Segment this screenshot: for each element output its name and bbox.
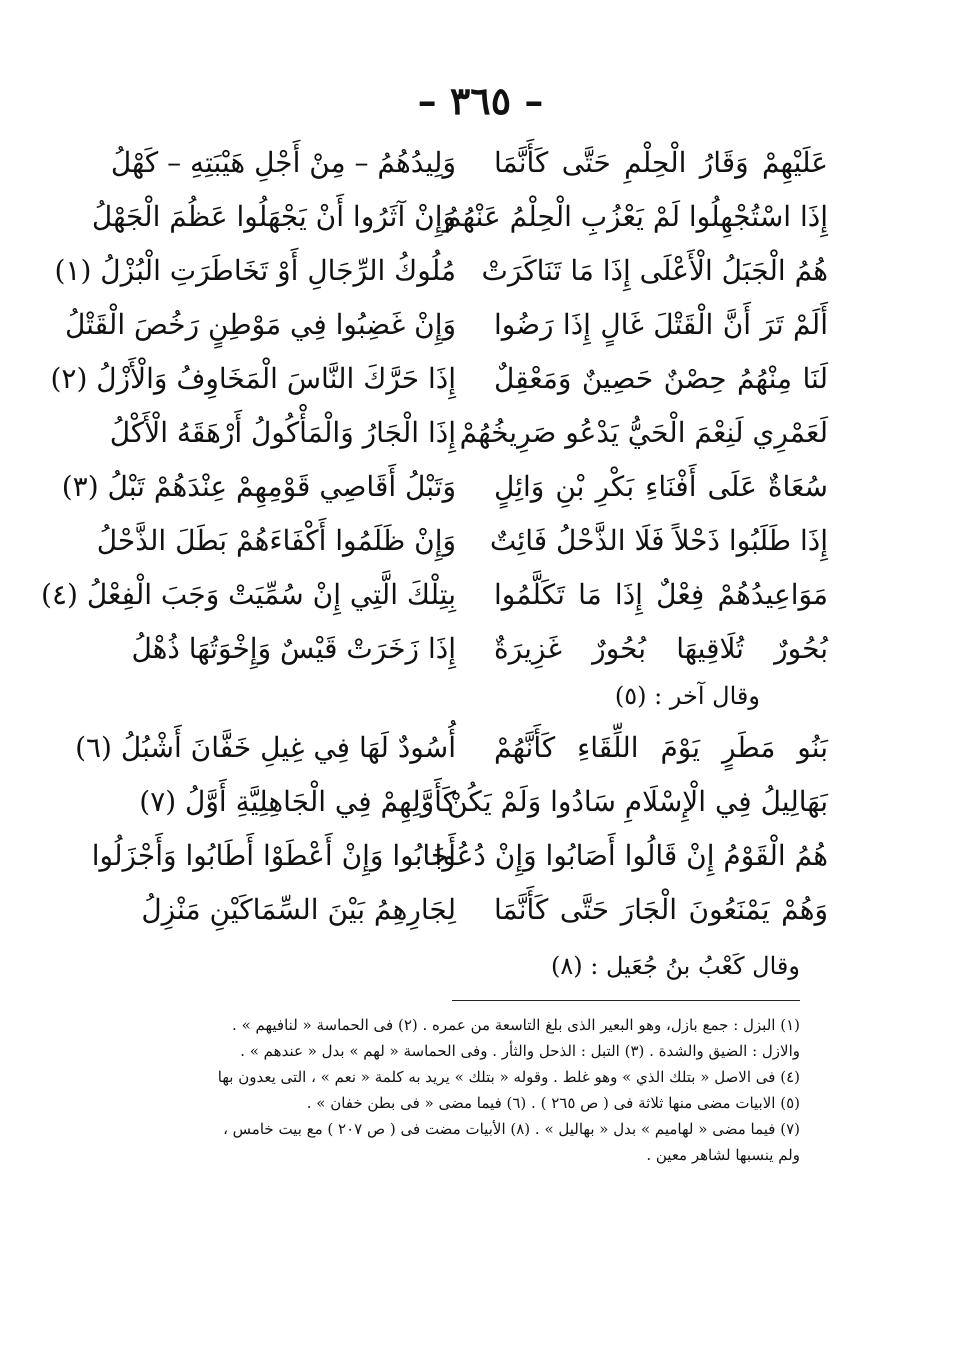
verse-first-hemistich: إِذَا اسْتُجْهِلُوا لَمْ يَعْزُبِ الْحِلْمُ عَنْهُمُ [444,200,828,233]
footnote-line: (٤) فى الاصل « بتلك الذي » وهو غلط . وقوله « بتلك » يريد به كلمة « نعم » ، التى يعدون بها [217,1068,800,1086]
verse-line [0,621,961,677]
verse-second-hemistich: وَلِيدُهُمُ – مِنْ أَجْلِ هَيْبَتِهِ – كَهْلُ [110,146,456,179]
verse-line [0,135,961,191]
verse-line [0,513,961,569]
footnote-line: (١) البزل : جمع بازل، وهو البعير الذى بلغ التاسعة من عمره . (٢) فى الحماسة « لنافيهم » . [232,1016,800,1034]
poem-intro: وقال كَعْبُ بنُ جُعَيل : (٨) [550,952,800,980]
verse-first-hemistich: مَوَاعِيدُهُمْ فِعْلٌ إِذَا مَا تَكَلَّمُوا [494,578,828,611]
verse-second-hemistich: أَجَابُوا وَإِنْ أَعْطَوْا أَطَابُوا وَأَجْزَلُوا [91,839,456,872]
verse-first-hemistich: وَهُمْ يَمْنَعُونَ الْجَارَ حَتَّى كَأَنَّمَا [494,893,828,926]
verse-first-hemistich: بُحُورٌ تُلَاقِيهَا بُحُورٌ غَزِيرَةٌ [494,632,828,665]
verse-line [0,351,961,407]
poem-intro: وقال آخر : (٥) [614,682,760,710]
verse-line [0,297,961,353]
verse-first-hemistich: عَلَيْهِمْ وَقَارُ الْحِلْمِ حَتَّى كَأَنَّمَا [494,146,828,179]
verse-first-hemistich: بَنُو مَطَرٍ يَوْمَ اللِّقَاءِ كَأَنَّهُمْ [494,731,828,764]
verse-first-hemistich: أَلَمْ تَرَ أَنَّ الْقَتْلَ غَالٍ إِذَا رَضُوا [494,308,828,341]
verse-line [0,243,961,299]
verse-first-hemistich: لَنَا مِنْهُمُ حِصْنٌ حَصِينٌ وَمَعْقِلٌ [494,362,828,395]
footnote-divider [452,1000,800,1001]
footnote-line: (٧) فيما مضى « لهاميم » بدل « بهاليل » . (٨) الأبيات مضت فى ( ص ٢٠٧ ) مع بيت خامس ، [223,1120,800,1138]
verse-second-hemistich: وَإِنْ آثَرُوا أَنْ يَجْهَلُوا عَظُمَ الْجَهْلُ [91,200,456,233]
verse-first-hemistich: إِذَا طَلَبُوا ذَحْلاً فَلَا الذَّحْلُ فَائِتٌ [489,524,828,557]
verse-second-hemistich: وَإِنْ غَضِبُوا فِي مَوْطِنٍ رَخُصَ الْقَتْلُ [64,308,456,341]
verse-first-hemistich: هُمُ الْقَوْمُ إِنْ قَالُوا أَصَابُوا وَإِنْ دُعُوا [434,839,828,872]
verse-second-hemistich: لِجَارِهِمُ بَيْنَ السِّمَاكَيْنِ مَنْزِلُ [141,893,456,926]
verse-line [0,405,961,461]
verse-second-hemistich: أُسُودٌ لَهَا فِي غِيلِ خَفَّانَ أَشْبُلُ (٦) [75,731,456,764]
verse-line [0,459,961,515]
verse-second-hemistich: إِذَا الْجَارُ وَالْمَأْكُولُ أَرْهَقَهُ الْأَكْلُ [109,416,456,449]
footnote-line: ولم ينسبها لشاهر معين . [646,1146,800,1164]
verse-line [0,189,961,245]
verse-line [0,828,961,884]
verse-second-hemistich: إِذَا زَخَرَتْ قَيْسٌ وَإِخْوَتُهَا ذُهْلُ [131,632,456,665]
verse-line [0,720,961,776]
verse-line [0,774,961,830]
footnotes [158,1012,800,1168]
footnote-line: والازل : الضيق والشدة . (٣) التبل : الذحل والثأر . وفى الحماسة « لهم » بدل « عندهم » . [240,1042,800,1060]
verse-line [0,567,961,623]
verse-second-hemistich: وَتَبْلُ أَقَاصِي قَوْمِهِمْ عِنْدَهُمْ تَبْلُ (٣) [61,470,456,503]
verse-first-hemistich: لَعَمْرِي لَنِعْمَ الْحَيُّ يَدْعُو صَرِيخُهُمْ [459,416,828,449]
verse-second-hemistich: إِذَا حَرَّكَ النَّاسَ الْمَخَاوِفُ وَالْأَزْلُ (٢) [50,362,456,395]
verse-second-hemistich: كَأَوَّلِهِمْ فِي الْجَاهِلِيَّةِ أَوَّلُ (٧) [139,785,456,818]
verse-second-hemistich: وَإِنْ ظَلَمُوا أَكْفَاءَهُمْ بَطَلَ الذَّحْلُ [96,524,456,557]
verse-second-hemistich: بِتِلْكَ الَّتِي إِنْ سُمِّيَتْ وَجَبَ الْفِعْلُ (٤) [41,578,456,611]
verse-first-hemistich: بَهَالِيلُ فِي الْإِسْلَامِ سَادُوا وَلَمْ يَكُنْ [447,785,828,818]
verse-first-hemistich: سُعَاةٌ عَلَى أَفْنَاءِ بَكْرِ بْنِ وَائِلٍ [494,470,828,503]
verse-line [0,882,961,938]
page-number: – ٣٦٥ – [417,78,544,123]
verse-second-hemistich: مُلُوكُ الرِّجَالِ أَوْ تَخَاطَرَتِ الْبُزْلُ (١) [54,254,456,287]
verse-first-hemistich: هُمُ الْجَبَلُ الْأَعْلَى إِذَا مَا تَنَاكَرَتْ [481,254,828,287]
footnote-line: (٥) الابيات مضى منها ثلاثة فى ( ص ٢٦٥ ) . (٦) فيما مضى « فى بطن خفان » . [306,1094,800,1112]
